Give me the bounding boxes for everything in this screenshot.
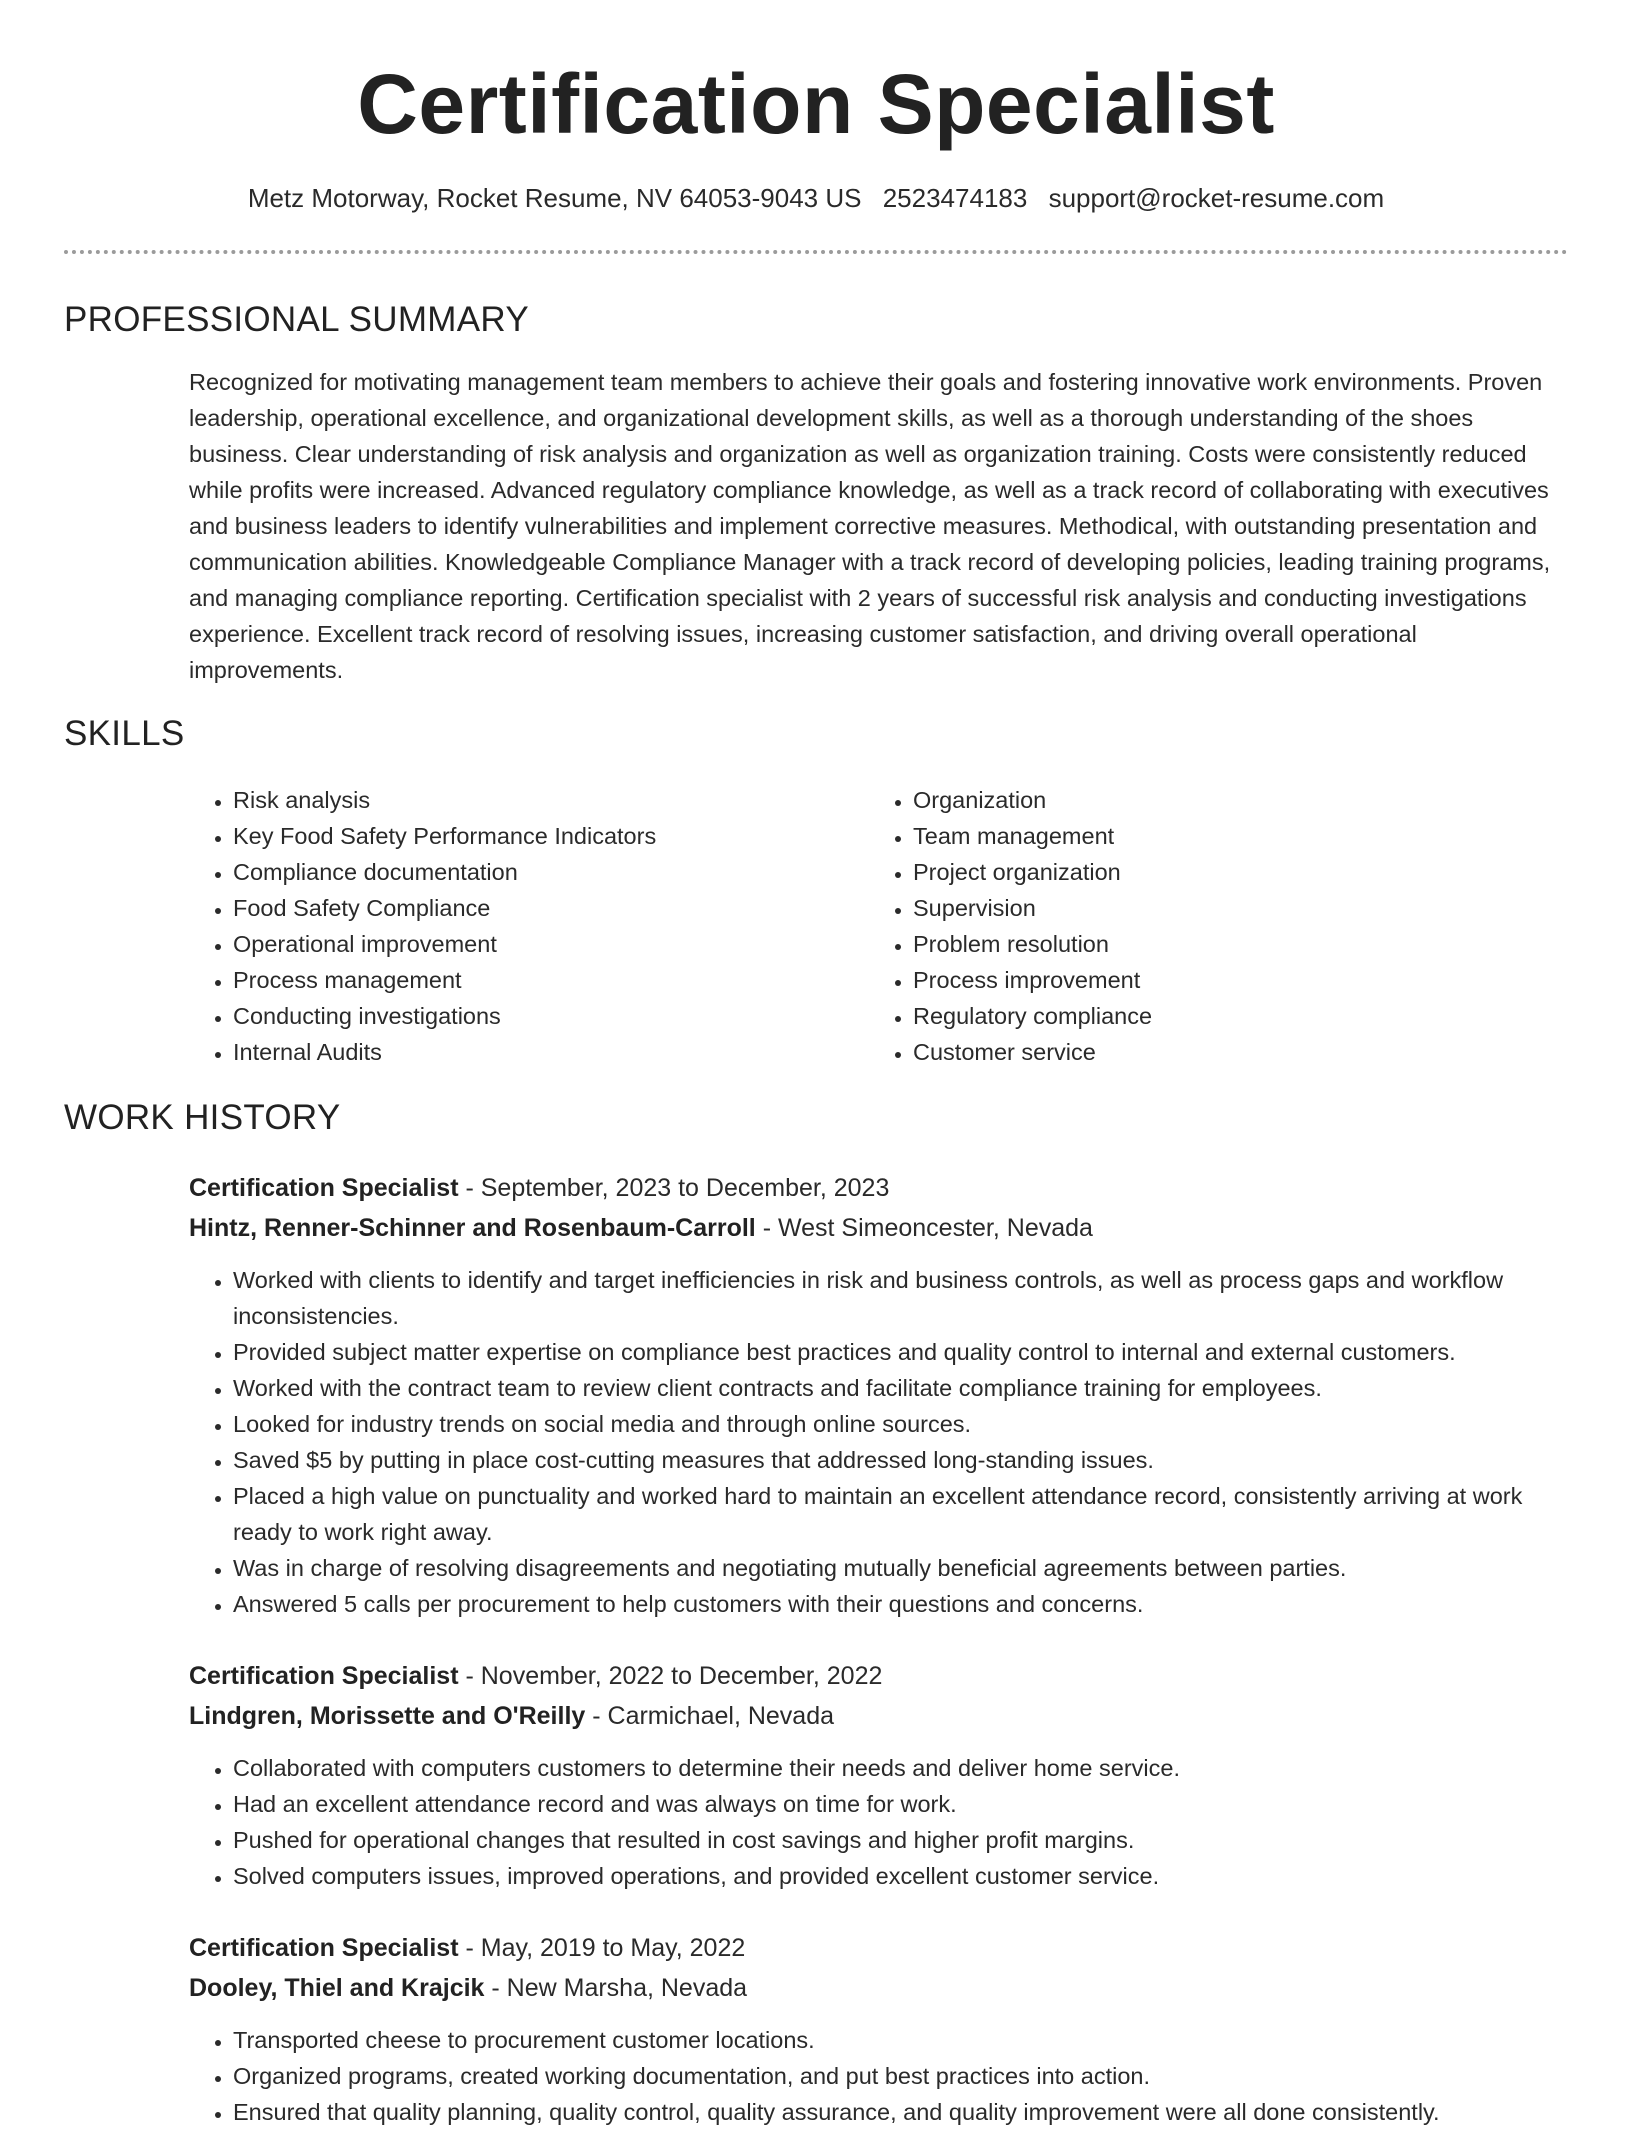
contact-line: [0, 180, 1632, 216]
job-dates: - May, 2019 to May, 2022: [458, 1934, 746, 1962]
job-title: Certification Specialist: [189, 1662, 459, 1690]
job-bullet: • Placed a high value on punctuality and worked hard to maintain an excellent attendance record, consistently arriving at work ready to work right away.: [233, 1478, 1569, 1550]
job-bullet: • Transported cheese to procurement customer locations.: [233, 2022, 1569, 2058]
job-bullet: • Organized programs, created working documentation, and put best practices into action.: [233, 2058, 1569, 2094]
skill-item: • Supervision: [913, 890, 1509, 926]
job-bullets: [189, 2022, 1569, 2130]
job-bullet: • Saved $5 by putting in place cost-cutting measures that addressed long-standing issues.: [233, 1442, 1569, 1478]
skills-left-column: [189, 782, 829, 1070]
job-location: - Carmichael, Nevada: [585, 1702, 835, 1730]
skill-item: • Project organization: [913, 854, 1509, 890]
skills-heading: SKILLS: [64, 714, 185, 753]
skill-item: • Key Food Safety Performance Indicators: [233, 818, 829, 854]
job-title: Certification Specialist: [189, 1174, 459, 1202]
job-entry: [189, 1656, 1569, 1894]
job-bullet: • Answered 5 calls per procurement to help customers with their questions and concerns.: [233, 1586, 1569, 1622]
job-entry: [189, 1928, 1569, 2130]
job-company: Hintz, Renner-Schinner and Rosenbaum-Carroll: [189, 1214, 756, 1242]
job-location: - New Marsha, Nevada: [484, 1974, 748, 2002]
skill-item: • Operational improvement: [233, 926, 829, 962]
job-title-line: [189, 1928, 1569, 1968]
job-bullet: • Looked for industry trends on social media and through online sources.: [233, 1406, 1569, 1442]
job-company-line: [189, 1968, 1569, 2008]
job-entry: [189, 1168, 1569, 1622]
skill-item: • Organization: [913, 782, 1509, 818]
job-dates: - November, 2022 to December, 2022: [458, 1662, 883, 1690]
job-bullet: • Ensured that quality planning, quality control, quality assurance, and quality improvement were all done consistently.: [233, 2094, 1569, 2130]
skill-item: • Conducting investigations: [233, 998, 829, 1034]
candidate-name: Certification Specialist: [357, 57, 1275, 151]
job-bullets: [189, 1750, 1569, 1894]
skills-right-column: [869, 782, 1509, 1070]
header-divider: [64, 250, 1568, 254]
job-bullet: • Collaborated with computers customers to determine their needs and deliver home service.: [233, 1750, 1569, 1786]
skill-item: • Process management: [233, 962, 829, 998]
job-company-line: [189, 1696, 1569, 1736]
job-company: Dooley, Thiel and Krajcik: [189, 1974, 485, 2002]
skill-item: • Risk analysis: [233, 782, 829, 818]
skill-item: • Internal Audits: [233, 1034, 829, 1070]
contact-address: Metz Motorway, Rocket Resume, NV 64053-9043 US: [247, 183, 862, 213]
job-bullet: • Worked with clients to identify and target inefficiencies in risk and business controls, as well as process gaps and workflow inconsistencies.: [233, 1262, 1569, 1334]
job-bullet: • Pushed for operational changes that resulted in cost savings and higher profit margins.: [233, 1822, 1569, 1858]
job-bullets: [189, 1262, 1569, 1622]
contact-phone: 2523474183: [882, 183, 1028, 213]
job-company: Lindgren, Morissette and O'Reilly: [189, 1702, 586, 1730]
job-bullet: • Was in charge of resolving disagreements and negotiating mutually beneficial agreements between parties.: [233, 1550, 1569, 1586]
skill-item: • Regulatory compliance: [913, 998, 1509, 1034]
job-title-line: [189, 1656, 1569, 1696]
job-bullet: • Worked with the contract team to review client contracts and facilitate compliance training for employees.: [233, 1370, 1569, 1406]
skill-item: • Compliance documentation: [233, 854, 829, 890]
job-bullet: • Provided subject matter expertise on compliance best practices and quality control to internal and external customers.: [233, 1334, 1569, 1370]
summary-heading: PROFESSIONAL SUMMARY: [64, 300, 529, 339]
work-history-heading: WORK HISTORY: [64, 1098, 341, 1137]
skill-item: • Problem resolution: [913, 926, 1509, 962]
contact-email: support@rocket-resume.com: [1048, 183, 1385, 213]
job-bullet: • Had an excellent attendance record and was always on time for work.: [233, 1786, 1569, 1822]
skill-item: • Team management: [913, 818, 1509, 854]
job-company-line: [189, 1208, 1569, 1248]
job-title-line: [189, 1168, 1569, 1208]
skill-item: • Process improvement: [913, 962, 1509, 998]
job-bullet: • Solved computers issues, improved operations, and provided excellent customer service.: [233, 1858, 1569, 1894]
summary-text: Recognized for motivating management team members to achieve their goals and fostering innovative work environments. Proven leadership, operational excellence, and organizational development skills, as well as a thorough understanding of the shoes business. Clear understanding of risk analysis and organization as well as organization training. Costs were consistently reduced while profits were increased. Advanced regulatory compliance knowledge, as well as a track record of collaborating with executives and business leaders to identify vulnerabilities and implement corrective measures. Methodical, with outstanding presentation and communication abilities. Knowledgeable Compliance Manager with a track record of developing policies, leading training programs, and managing compliance reporting. Certification specialist with 2 years of successful risk analysis and conducting investigations experience. Excellent track record of resolving issues, increasing customer satisfaction, and driving overall operational improvements.: [189, 369, 1551, 683]
skill-item: • Food Safety Compliance: [233, 890, 829, 926]
skill-item: • Customer service: [913, 1034, 1509, 1070]
job-title: Certification Specialist: [189, 1934, 459, 1962]
job-dates: - September, 2023 to December, 2023: [458, 1174, 890, 1202]
job-location: - West Simeoncester, Nevada: [755, 1214, 1093, 1242]
